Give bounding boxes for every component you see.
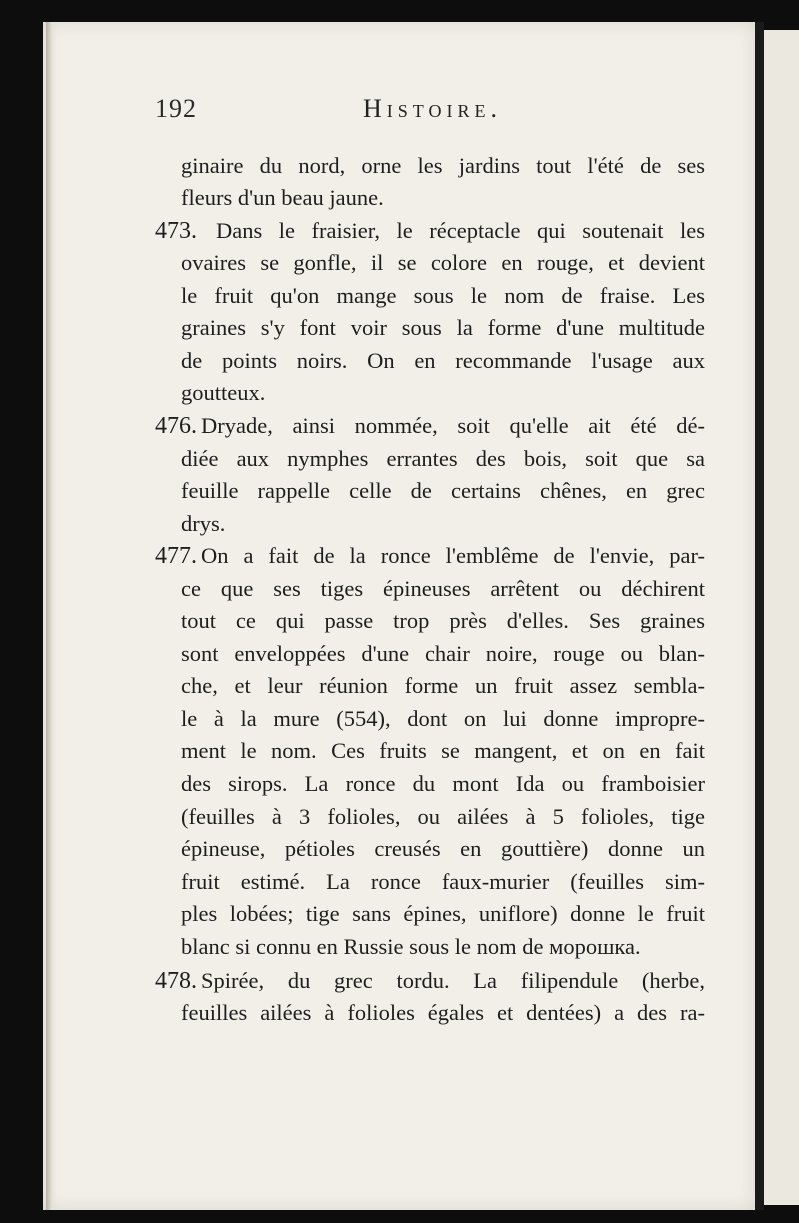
text-line: feuille rappelle celle de certains chênes, en grec: [181, 478, 705, 503]
text-line: drys.: [181, 511, 226, 536]
book-gutter: [755, 22, 764, 1210]
paragraph-number: 478.: [155, 968, 197, 994]
text-line: che, et leur réunion forme un fruit assez sembla-: [181, 673, 705, 698]
text-line: blanc si connu en Russie sous le nom de морошка.: [181, 934, 641, 959]
page-number: 192: [155, 94, 197, 123]
paragraph-number: 477.: [155, 543, 197, 569]
text-line: feuilles ailées à folioles égales et dentées) a des ra-: [181, 1000, 705, 1025]
running-header: [155, 94, 715, 128]
text-line: le à la mure (554), dont on lui donne impropre-: [181, 706, 705, 731]
text-line: ment le nom. Ces fruits se mangent, et on en fait: [181, 738, 705, 763]
text-line: ovaires se gonfle, il se colore en rouge, et devient: [181, 250, 705, 275]
page-spine-shadow: [46, 22, 56, 1210]
text-line: fruit estimé. La ronce faux-murier (feuilles sim-: [181, 869, 705, 894]
text-line: ples lobées; tige sans épines, uniflore) donne le fruit: [181, 901, 705, 926]
text-line: sont enveloppées d'une chair noire, rouge ou blan-: [181, 641, 705, 666]
text-line: (feuilles à 3 folioles, ou ailées à 5 folioles, tige: [181, 804, 705, 829]
running-title: Histoire.: [363, 94, 502, 123]
paragraph-number: 476.: [155, 413, 197, 439]
text-line: On a fait de la ronce l'emblême de l'envie, par-: [201, 543, 705, 568]
text-line: le fruit qu'on mange sous le nom de fraise. Les: [181, 283, 705, 308]
text-line: Dans le fraisier, le réceptacle qui soutenait les: [216, 218, 705, 243]
text-line: des sirops. La ronce du mont Ida ou framboisier: [181, 771, 705, 796]
text-line: tout ce qui passe trop près d'elles. Ses graines: [181, 608, 705, 633]
facing-page-edge: [762, 30, 799, 1205]
text-line: fleurs d'un beau jaune.: [181, 185, 384, 210]
text-line: épineuse, pétioles creusés en gouttière) donne un: [181, 836, 705, 861]
text-line: ginaire du nord, orne les jardins tout l'été de ses: [181, 153, 705, 178]
text-line: graines s'y font voir sous la forme d'une multitude: [181, 315, 705, 340]
paragraph-number: 473.: [155, 218, 197, 244]
text-line: diée aux nymphes errantes des bois, soit que sa: [181, 446, 705, 471]
text-line: goutteux.: [181, 380, 266, 405]
text-line: Spirée, du grec tordu. La filipendule (herbe,: [201, 968, 705, 993]
text-line: de points noirs. On en recommande l'usage aux: [181, 348, 705, 373]
text-line: Dryade, ainsi nommée, soit qu'elle ait été dé-: [201, 413, 705, 438]
text-line: ce que ses tiges épineuses arrêtent ou déchirent: [181, 576, 705, 601]
